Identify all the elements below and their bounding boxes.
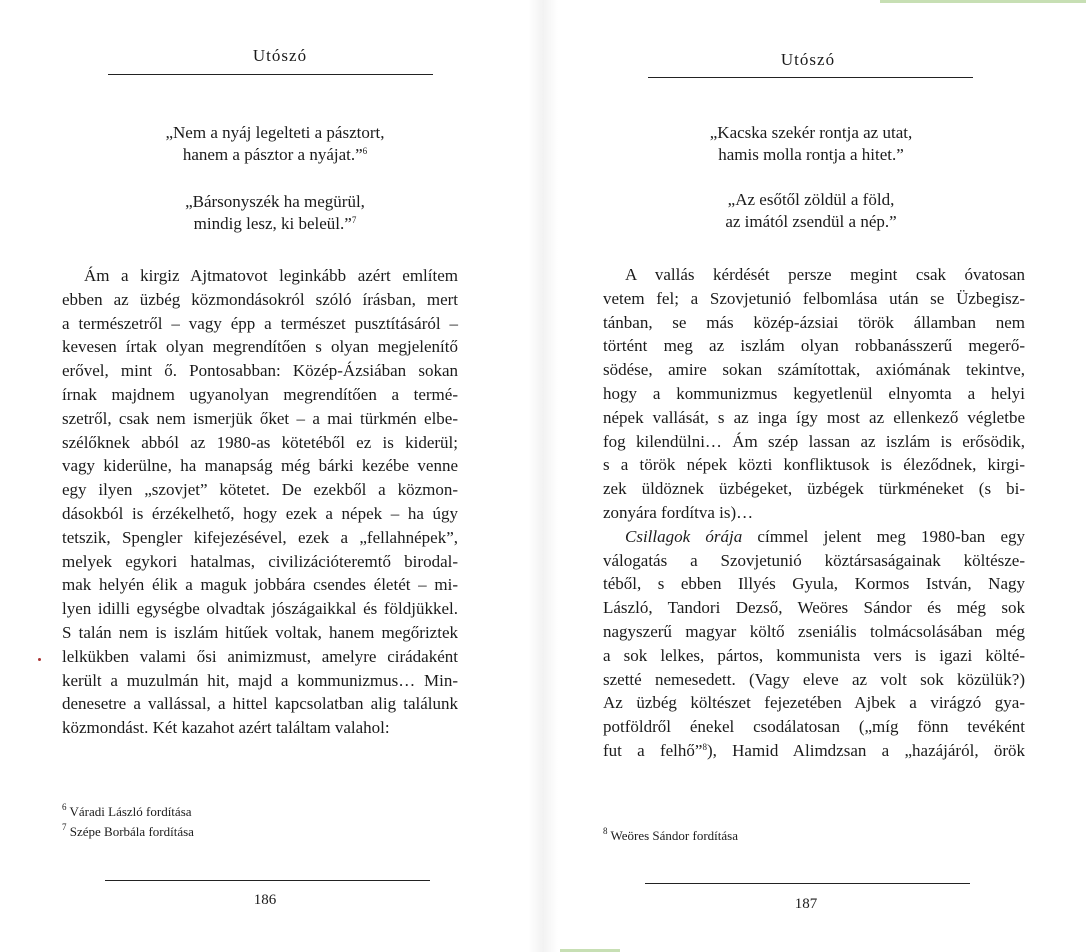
text-line: fut a felhő”$^8$), Hamid Alimdzsan a „hazájáról, örök bbox=[603, 740, 1026, 760]
text-line: vagy kiderülne, ha manapság még bárki kezébe venne bbox=[62, 456, 458, 476]
footnote: $^8$ Weöres Sándor fordítása bbox=[603, 826, 738, 843]
text-line: szetről, csak nem ismerjük őket – a mai türkmén elbe- bbox=[62, 408, 458, 428]
verse-line: „Bársonyszék ha megürül, bbox=[185, 192, 365, 211]
text-line: tánban, se más közép-ázsiai török államban nem bbox=[603, 312, 1025, 332]
text-line: népek vallását, s az inga így most az ellenkező végletbe bbox=[603, 407, 1025, 427]
verse-line: „Nem a nyáj legelteti a pásztort, bbox=[165, 123, 385, 142]
ink-speck bbox=[38, 658, 41, 661]
text-line: melyek egykori hatalmas, civilizációteremtő birodal- bbox=[62, 551, 458, 571]
left-page-number: 186 bbox=[253, 892, 277, 908]
text-line: mak helyén élik a maguk jobbára csendes életét – mi- bbox=[62, 575, 458, 595]
text-line: lyen idilli egységbe olvadtak jószágaikkal és földjükkel. bbox=[62, 599, 458, 619]
text-line: vetem fel; a Szovjetunió felbomlása után se Üzbegisz- bbox=[603, 288, 1025, 308]
text-line: közmondást. Két kazahot azért találtam valahol: bbox=[62, 718, 390, 738]
footnote-ref: 8 bbox=[702, 741, 707, 752]
right-footer-rule bbox=[645, 883, 970, 884]
right-verse-1 bbox=[661, 122, 961, 166]
text-line: ebben az üzbég közmondásokról szóló írásban, mert bbox=[62, 289, 458, 309]
text-line: dásokból is érzékelhető, hogy ezek a népek – ha úgy bbox=[62, 503, 458, 523]
text-line: került a muzulmán hit, majd a kommunizmus… Min- bbox=[62, 670, 458, 690]
text-line: Ám a kirgiz Ajtmatovot leginkább azért említem bbox=[84, 266, 458, 285]
text-line: tetszik, Spengler kifejezésével, ezek a „fellahnépek”, bbox=[62, 527, 458, 547]
text-line: s a török népek közti konfliktusok is éleződnek, kirgi- bbox=[603, 455, 1025, 475]
footnote: $^7$ Szépe Borbála fordítása bbox=[62, 822, 194, 839]
scan-edge-mark bbox=[880, 0, 1086, 3]
text-line: potföldről énekel csodálatosan („míg fönn tevéként bbox=[603, 717, 1025, 737]
left-footnotes bbox=[62, 802, 362, 842]
text-line: södése, amire sokan számítottak, axiómának tekintve, bbox=[603, 360, 1025, 380]
text-line: zek üldöznek üzbégeket, üzbégek türkméneket (s bi- bbox=[603, 479, 1025, 499]
text-line: hogy a kommunizmus kegyetlenül elnyomta a helyi bbox=[603, 383, 1025, 403]
right-footnotes bbox=[603, 826, 903, 846]
text-line: denesetre a vallással, a hittel kapcsolatban alig találunk bbox=[62, 694, 458, 714]
right-body-paragraph-1 bbox=[603, 263, 1025, 763]
text-line: írnak majdnem ugyanolyan megrendítően a termé- bbox=[62, 384, 458, 404]
text-line: történt meg az iszlám olyan robbanásszerű megerő- bbox=[603, 336, 1025, 356]
text-line: szélőknek abból az 1980-as kötetéből ez is kiderül; bbox=[62, 432, 458, 452]
right-page bbox=[543, 0, 1086, 952]
text-line: a sok lelkes, pártos, kommunista vers is igazi költé- bbox=[603, 645, 1025, 665]
text-line: Az üzbég költészet fejezetében Ajbek a virágzó gya- bbox=[603, 693, 1025, 713]
verse-line: „Az esőtől zöldül a föld, bbox=[727, 190, 895, 209]
footnote-ref: 6 bbox=[362, 146, 368, 156]
right-running-header: Utószó bbox=[780, 50, 836, 69]
text-line: kevesen írtak olyan megrendítően s olyan megjelenítő bbox=[62, 337, 458, 357]
verse-line: „Kacska szekér rontja az utat, bbox=[709, 123, 913, 142]
text-line: a természetről – vagy épp a természet pusztításáról – bbox=[62, 313, 458, 333]
verse-line: mindig lesz, ki beleül.”$^7$ bbox=[193, 214, 357, 233]
left-verse-2 bbox=[130, 191, 420, 235]
text-line: S talán nem is iszlám hitűek voltak, hanem megőriztek bbox=[62, 622, 458, 642]
text-line: szetté nemesedett. (Vagy eleve az volt sok közülük?) bbox=[603, 669, 1025, 689]
text-line: László, Tandori Dezső, Weöres Sándor és még sok bbox=[603, 598, 1025, 618]
book-title: Csillagok órája bbox=[625, 526, 743, 546]
text-line: zonyára fordítva is)… bbox=[603, 502, 754, 522]
text-line: téből, s ebben Illyés Gyula, Kormos István, Nagy bbox=[603, 574, 1025, 594]
text-line: fog kilendülni… Ám szép lassan az iszlám is erősödik, bbox=[603, 431, 1025, 451]
left-footer-rule bbox=[105, 880, 430, 881]
footnote: $^6$ Váradi László fordítása bbox=[62, 802, 192, 819]
text-line: egy ilyen „szovjet” kötetet. De ezekből a közmon- bbox=[62, 480, 458, 500]
text-line: erővel, mint ő. Pontosabban: Közép-Ázsiában sokan bbox=[62, 361, 458, 381]
left-header-rule bbox=[108, 74, 433, 75]
text-line: lelkükben valami ősi animizmust, amelyre cirádaként bbox=[62, 646, 458, 666]
left-running-header: Utószó bbox=[252, 46, 308, 65]
right-header-rule bbox=[648, 77, 973, 78]
verse-line: hamis molla rontja a hitet.” bbox=[718, 145, 904, 164]
verse-line: az imától zsendül a nép.” bbox=[725, 212, 897, 231]
verse-line: hanem a pásztor a nyájat.”$^6$ bbox=[182, 145, 368, 164]
text-line: Csillagok órája címmel jelent meg 1980-ban egy bbox=[625, 526, 1025, 546]
left-verse-1 bbox=[130, 122, 420, 166]
right-page-number: 187 bbox=[794, 896, 818, 912]
footnote-ref: 7 bbox=[351, 215, 357, 225]
text-line: A vallás kérdését persze megint csak óvatosan bbox=[625, 265, 1025, 284]
text-line: nagyszerű magyar költő zseniális tolmácsolásában még bbox=[603, 621, 1025, 641]
left-body-paragraph bbox=[62, 264, 458, 740]
right-verse-2 bbox=[661, 189, 961, 233]
text-line: válogatás a Szovjetunió köztársaságainak költésze- bbox=[603, 550, 1025, 570]
